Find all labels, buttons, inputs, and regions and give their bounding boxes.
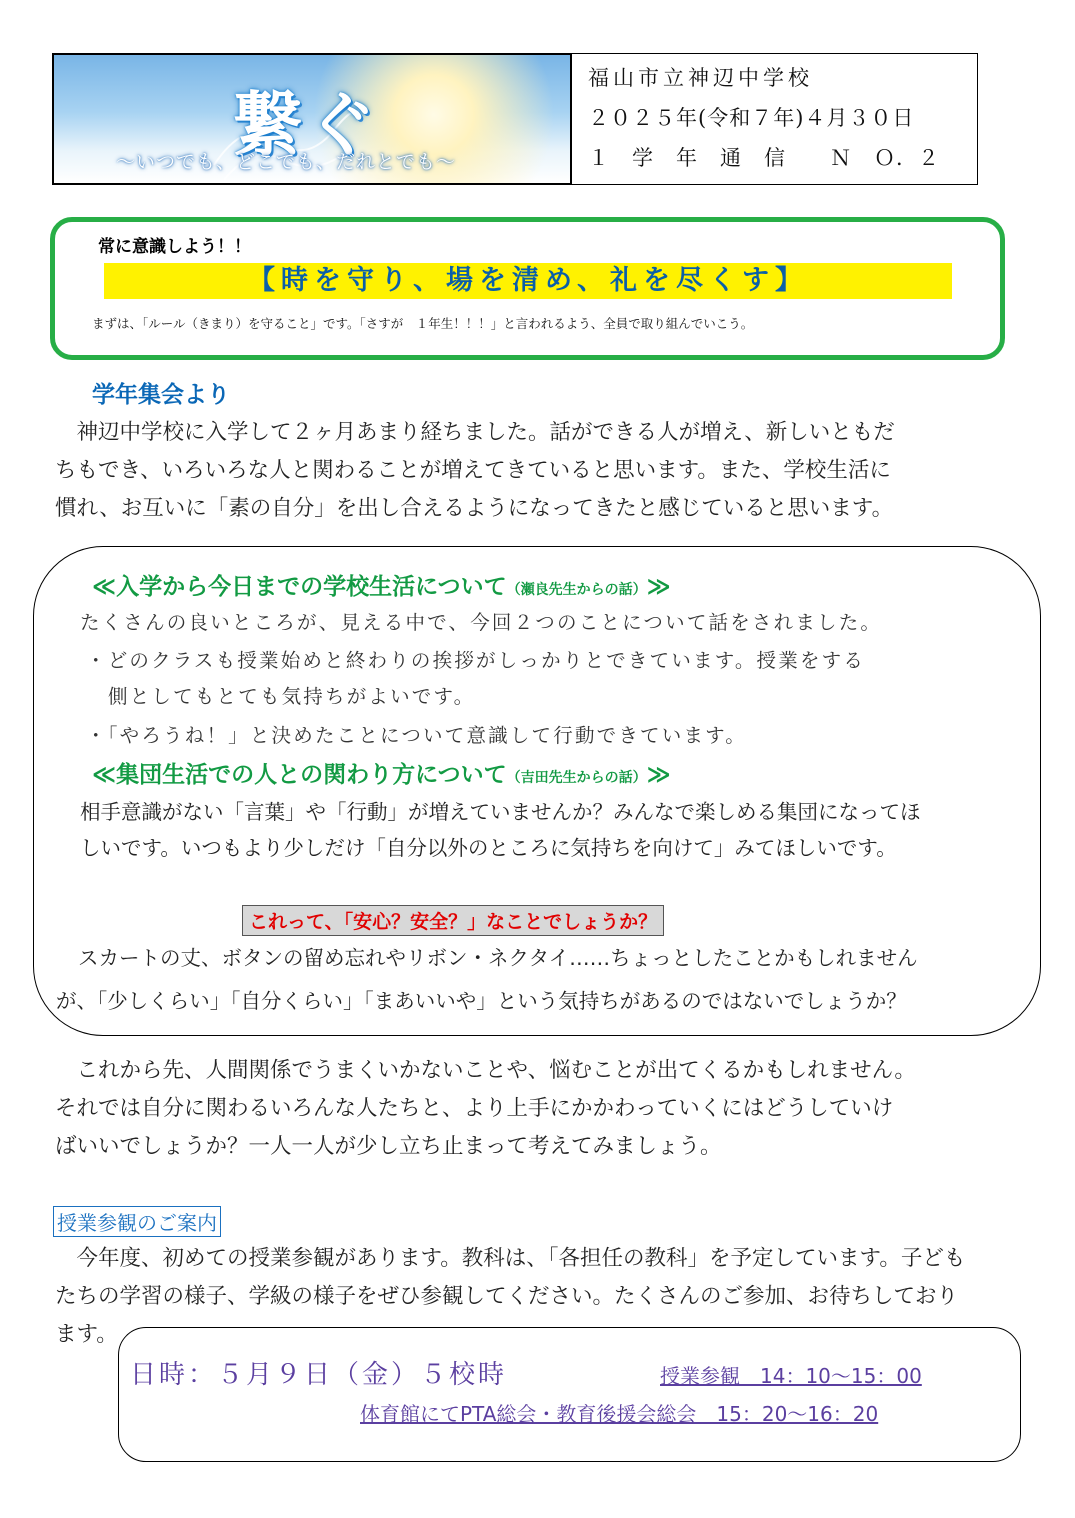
motto-heading: 常に意識しよう！！ xyxy=(98,237,251,257)
assembly-title: 学年集会より xyxy=(92,382,230,408)
motto-main: 【時を守り、場を清め、礼を尽くす】 xyxy=(104,263,952,299)
header-banner xyxy=(52,53,572,185)
assembly-line: 慣れ、お互いに「素の自分」を出し合えるようになってきたと感じていると思います。 xyxy=(55,496,894,521)
schedule-box xyxy=(118,1327,1021,1462)
box-text: 相手意識がない「言葉」や「行動」が増えていませんか？みんなで楽しめる集団になってほ xyxy=(80,800,921,824)
observation-title: 授業参観のご案内 xyxy=(53,1206,221,1237)
banner-subtitle: 〜いつでも、どこでも、だれとでも〜 xyxy=(116,151,457,173)
header-info xyxy=(572,53,978,185)
box-heading-2 xyxy=(92,756,671,789)
observation-line: 今年度、初めての授業参観があります。教科は、「各担任の教科」を予定しています。子ども xyxy=(55,1246,966,1271)
school-name: 福山市立神辺中学校 xyxy=(588,66,813,90)
issue-date: ２０２５年(令和７年)４月３０日 xyxy=(588,106,915,130)
box-text: たくさんの良いところが、見える中で、今回２つのことについて話をされました。 xyxy=(80,611,883,634)
observation-line: たちの学習の様子、学級の様子をぜひ参観してください。たくさんのご参加、お待ちしており xyxy=(55,1284,959,1309)
box-heading-1 xyxy=(92,568,671,601)
box-bullet: ・「やろうね！」と決めたことについて意識して行動できています。 xyxy=(86,724,748,747)
box-bullet-cont: 側としてもとても気持ちがよいです。 xyxy=(108,685,476,708)
box-heading-1-end: ≫ xyxy=(646,574,671,600)
issue-number: １ 学 年 通 信 Ｎ Ｏ．２ xyxy=(588,146,940,170)
assembly-line: 神辺中学校に入学して２ヶ月あまり経ちました。話ができる人が増え、新しいともだ xyxy=(55,420,895,445)
schedule-item-observation[interactable]: 授業参観 14：10〜15：00 xyxy=(660,1364,922,1388)
box-text: しいです。いつもより少しだけ「自分以外のところに気持ちを向けて」みてほしいです。 xyxy=(80,836,897,860)
schedule-date: 日時：５月９日（金）５校時 xyxy=(130,1360,508,1390)
box-text: スカートの丈、ボタンの留め忘れやリボン・ネクタイ……ちょっとしたことかもしれません xyxy=(78,946,918,970)
box-heading-2-end: ≫ xyxy=(646,762,671,788)
box-bullet: ・どのクラスも授業始めと終わりの挨拶がしっかりとできています。授業をする xyxy=(86,649,866,672)
box-heading-1-text: ≪入学から今日までの学校生活について xyxy=(92,574,507,600)
safety-question: これって、「安心？安全？」なことでしょうか？ xyxy=(242,905,664,936)
closing-line: これから先、人間関係でうまくいかないことや、悩むことが出てくるかもしれません。 xyxy=(55,1058,916,1083)
motto-note: まずは、「ルール（きまり）を守ること」です。「さすが １年生！！！」と言われるよう、全員で取り組んでいこう。 xyxy=(92,316,754,331)
schedule-item-pta-meeting[interactable]: 体育館にてPTA総会・教育後援会総会 15：20〜16：20 xyxy=(360,1402,879,1426)
closing-body xyxy=(55,1052,1030,1166)
assembly-line: ちもでき、いろいろな人と関わることが増えてきていると思います。また、学校生活に xyxy=(55,458,891,483)
box-heading-2-text: ≪集団生活での人との関わり方について xyxy=(92,762,507,788)
closing-line: それでは自分に関わるいろんな人たちと、より上手にかかわっていくにはどうしていけ xyxy=(55,1096,894,1121)
banner-title: 繋ぐ xyxy=(232,83,380,166)
observation-line: ます。 xyxy=(55,1322,118,1347)
assembly-body xyxy=(55,414,1027,528)
box-heading-1-speaker: （瀬良先生からの話） xyxy=(506,582,647,598)
box-text: が、「少しくらい」「自分くらい」「まあいいや」という気持ちがあるのではないでしょうか？ xyxy=(56,989,907,1013)
box-heading-2-speaker: （吉田先生からの話） xyxy=(506,770,647,786)
closing-line: ばいいでしょうか？一人一人が少し立ち止まって考えてみましょう。 xyxy=(55,1134,722,1159)
